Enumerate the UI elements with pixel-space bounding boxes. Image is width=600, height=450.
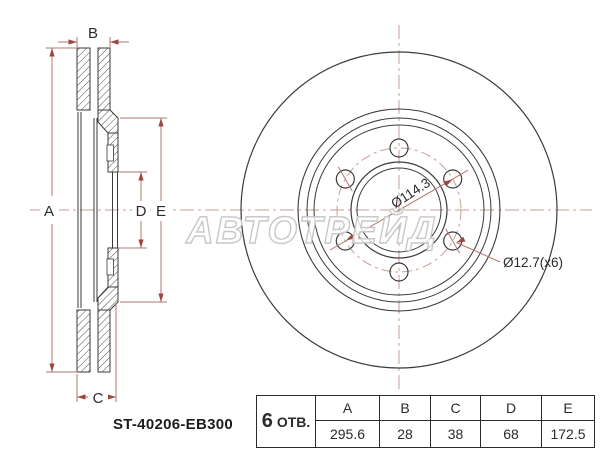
holes-count-cell: [257, 396, 315, 447]
col-header-c: C: [430, 396, 480, 420]
bolt-hole-diameter-label: Ø12.7(x6): [503, 255, 564, 270]
dim-label-b: B: [87, 25, 99, 42]
centerlines: [30, 25, 592, 391]
dim-label-a: A: [43, 203, 55, 220]
dim-label-c: C: [92, 390, 104, 407]
value-e: 172.5: [541, 420, 594, 447]
col-header-e: E: [541, 396, 594, 420]
part-number: ST-40206-EB300: [112, 416, 234, 433]
value-c: 38: [430, 420, 480, 447]
top-hat-transition: [98, 110, 118, 133]
top-right-plate-section: [98, 48, 110, 110]
bottom-right-plate-section: [98, 310, 110, 372]
top-left-plate-section: [77, 48, 90, 110]
bottom-hat-transition: [98, 287, 118, 310]
col-header-b: B: [379, 396, 430, 420]
bottom-bolt-hole-section: [107, 259, 114, 275]
top-bolt-hole-section: [107, 145, 114, 161]
holes-unit: ОТВ.: [276, 413, 311, 430]
value-b: 28: [379, 420, 430, 447]
value-d: 68: [480, 420, 541, 447]
col-header-d: D: [480, 396, 541, 420]
bolt-circle-diameter-label: Ø114.3: [388, 175, 433, 212]
dim-label-e: E: [155, 203, 167, 220]
bottom-left-plate-section: [77, 310, 90, 372]
col-header-a: A: [315, 396, 379, 420]
dim-label-d: D: [135, 203, 147, 220]
watermark: АВТОТРЕЙД: [186, 210, 438, 252]
value-a: 295.6: [315, 420, 379, 447]
spec-table: [256, 395, 595, 448]
holes-count: 6: [261, 410, 273, 432]
